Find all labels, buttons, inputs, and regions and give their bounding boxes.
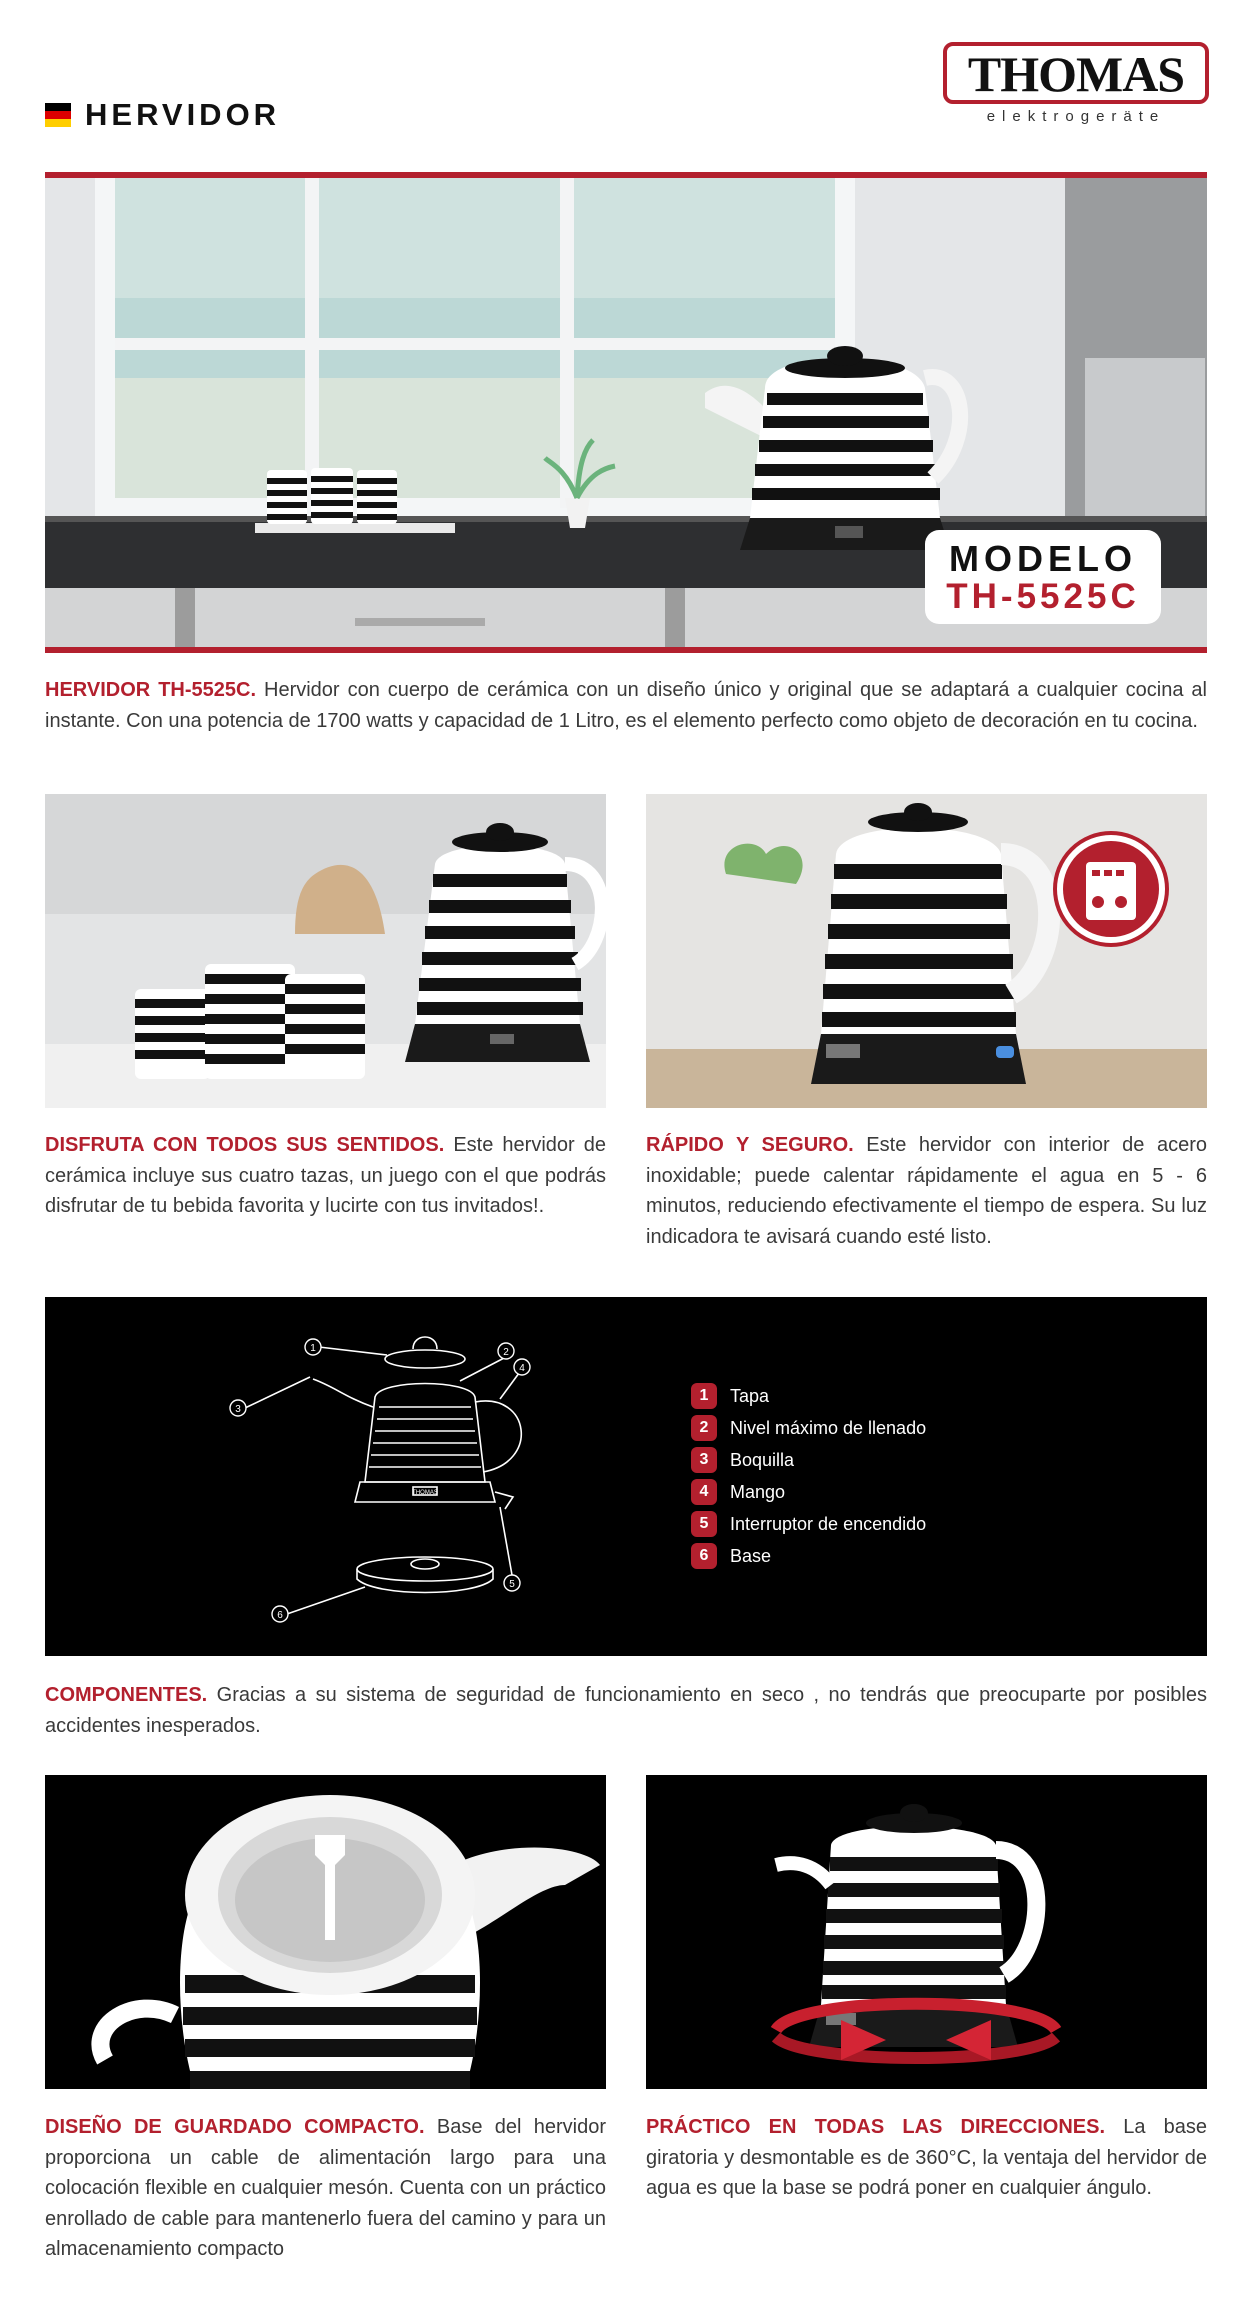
hero-image: [45, 172, 1207, 653]
components-panel: [45, 1297, 1207, 1656]
legend-item: [691, 1412, 926, 1444]
diagram-label-1: 1: [310, 1343, 316, 1354]
kettle-rotating-illustration: [646, 1775, 1207, 2089]
feature-fast-lead: RÁPIDO Y SEGURO.: [646, 1134, 854, 1156]
components-lead: COMPONENTES.: [45, 1684, 208, 1706]
diagram-kettle-logo: THOMAS: [412, 1490, 438, 1496]
legend-number: 4: [691, 1479, 717, 1505]
feature-senses-text: Este hervidor de cerámica incluye sus cuatro tazas, un juego con el que podrás disfrutar de tu bebida favorita y lucirte con tus invitados!.: [45, 1134, 606, 1217]
kettle-rotating-base-photo: [646, 1775, 1207, 2089]
kettle-indicator-illustration: [646, 794, 1207, 1108]
brand-name: THOMAS: [967, 46, 1185, 102]
legend-number: 3: [691, 1447, 717, 1473]
feature-compact-text: Base del hervidor proporciona un cable de alimentación largo para una colocación flexible en cualquier mesón. Cuenta con un práctico enrollado de cable para mantenerlo fuera del camino y para un almacenamiento compacto: [45, 2116, 607, 2260]
legend-number: 6: [691, 1543, 717, 1569]
model-badge-number: TH-5525C: [946, 577, 1140, 616]
legend-label: Interruptor de encendido: [730, 1513, 927, 1534]
legend-label: Nivel máximo de llenado: [730, 1417, 927, 1438]
section-title: HERVIDOR: [85, 97, 281, 132]
intro-lead: HERVIDOR TH-5525C.: [45, 679, 257, 701]
legend-label: Mango: [730, 1481, 786, 1502]
germany-flag-icon: [45, 103, 71, 127]
feature-compact-lead: DISEÑO DE GUARDADO COMPACTO.: [45, 2116, 425, 2138]
legend-item: [691, 1444, 926, 1476]
components-text: Gracias a su sistema de seguridad de funcionamiento en seco , no tendrás que preocuparte por posibles accidentes inesperados.: [45, 1684, 1207, 1737]
feature-directions-text: La base giratoria y desmontable es de 360°C, la ventaja del hervidor de agua es que la base se podrá poner en cualquier ángulo.: [646, 2116, 1207, 2199]
kettle-cups-illustration: [45, 794, 606, 1108]
feature-directions-lead: PRÁCTICO EN TODAS LAS DIRECCIONES.: [646, 2116, 1106, 2138]
feature-senses-lead: DISFRUTA CON TODOS SUS SENTIDOS.: [45, 1134, 445, 1156]
kettle-open-top-illustration: [45, 1775, 606, 2089]
feature-compact-paragraph: [45, 2112, 606, 2265]
kettle-open-top-photo: [45, 1775, 606, 2089]
legend-number: 5: [691, 1511, 717, 1537]
kettle-with-cups-photo: [45, 794, 606, 1108]
legend-item: [691, 1508, 926, 1540]
feature-directions-paragraph: [646, 2112, 1207, 2204]
components-paragraph: [45, 1680, 1207, 1741]
legend-label: Base: [730, 1545, 772, 1566]
components-legend: [691, 1380, 926, 1572]
legend-number: 2: [691, 1415, 717, 1441]
brand-logo: [943, 42, 1209, 132]
kettle-exploded-diagram: [195, 1297, 755, 1656]
feature-fast-text: Este hervidor con interior de acero inoxidable; puede calentar rápidamente el agua en 5 - 6 minutos, reduciendo efectivamente el tiempo de espera. Su luz indicadora te avisará cuando esté listo.: [646, 1134, 1207, 1248]
diagram-label-5: 5: [509, 1579, 515, 1590]
diagram-label-4: 4: [519, 1363, 525, 1374]
intro-text: Hervidor con cuerpo de cerámica con un diseño único y original que se adaptará a cualquier cocina al instante. Con una potencia de 1700 watts y capacidad de 1 Litro, es el elemento perfecto como objeto de decoración en tu cocina.: [45, 679, 1207, 732]
legend-item: [691, 1380, 926, 1412]
feature-senses-paragraph: [45, 1130, 606, 1222]
brand-tagline: elektrogeräte: [986, 108, 1166, 125]
model-badge-label: MODELO: [949, 538, 1137, 579]
legend-number: 1: [691, 1383, 717, 1409]
diagram-label-2: 2: [503, 1347, 509, 1358]
intro-paragraph: [45, 675, 1207, 736]
legend-item: [691, 1476, 926, 1508]
diagram-label-6: 6: [277, 1610, 283, 1621]
legend-label: Boquilla: [730, 1449, 795, 1470]
kettle-indicator-photo: [646, 794, 1207, 1108]
legend-item: [691, 1540, 926, 1572]
legend-label: Tapa: [730, 1385, 770, 1406]
feature-fast-paragraph: [646, 1130, 1207, 1252]
diagram-label-3: 3: [235, 1404, 241, 1415]
model-badge: [925, 530, 1161, 624]
